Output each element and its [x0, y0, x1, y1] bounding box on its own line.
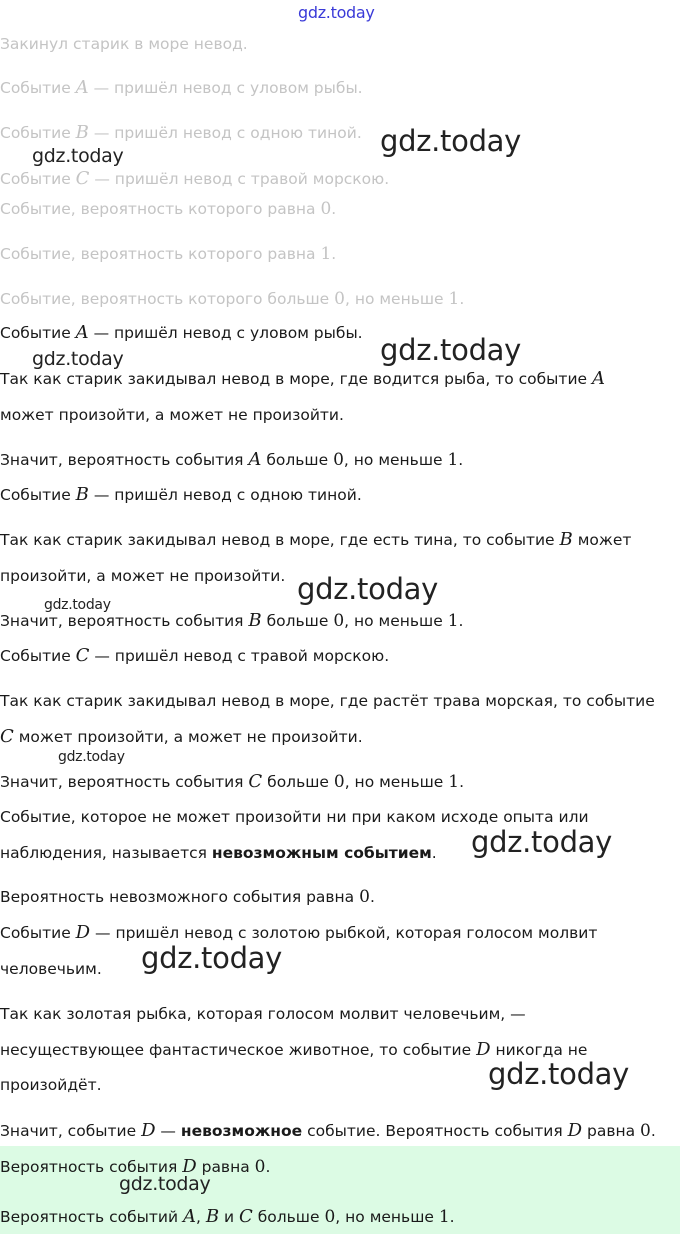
- question-event-a: Событие A — пришёл невод с уловом рыбы.: [0, 77, 363, 98]
- event-c-title: Событие C — пришёл невод с травой морскою.: [0, 645, 390, 666]
- event-d-title-1: Событие D — пришёл невод с золотою рыбкой, которая голосом молвит: [0, 922, 598, 943]
- event-a-conclusion: Значит, вероятность события A больше 0, но меньше 1.: [0, 449, 464, 470]
- event-a-explanation-2: может произойти, а может не произойти.: [0, 406, 344, 424]
- answer-line-2: Вероятность событий A, B и C больше 0, но меньше 1.: [0, 1206, 455, 1227]
- event-a-explanation-1: Так как старик закидывал невод в море, где водится рыба, то событие A: [0, 368, 605, 389]
- event-c-explanation-2: C может произойти, а может не произойти.: [0, 726, 363, 747]
- event-c-explanation-1: Так как старик закидывал невод в море, где растёт трава морская, то событие: [0, 692, 655, 710]
- event-d-explanation-1: Так как золотая рыбка, которая голосом молвит человечьим, —: [0, 1005, 526, 1023]
- watermark: gdz.today: [44, 597, 111, 613]
- impossible-probability: Вероятность невозможного события равна 0.: [0, 887, 375, 907]
- question-event-b: Событие B — пришёл невод с одною тиной.: [0, 122, 362, 143]
- event-d-title-2: человечьим.: [0, 960, 102, 978]
- watermark: gdz.today: [297, 572, 439, 606]
- watermark: gdz.today: [488, 1057, 630, 1091]
- event-d-explanation-3: произойдёт.: [0, 1076, 102, 1094]
- event-b-explanation-1: Так как старик закидывал невод в море, где есть тина, то событие B может: [0, 529, 632, 550]
- watermark-top-link[interactable]: gdz.today: [298, 3, 375, 22]
- question-option-1: Событие, вероятность которого равна 1.: [0, 244, 337, 264]
- watermark: gdz.today: [141, 941, 283, 975]
- question-line-1: Закинул старик в море невод.: [0, 35, 248, 53]
- watermark: gdz.today: [32, 145, 124, 167]
- watermark: gdz.today: [471, 825, 613, 859]
- watermark: gdz.today: [58, 749, 125, 765]
- event-b-title: Событие B — пришёл невод с одною тиной.: [0, 484, 362, 505]
- event-a-title: Событие A — пришёл невод с уловом рыбы.: [0, 322, 363, 343]
- question-option-between: Событие, вероятность которого больше 0, но меньше 1.: [0, 289, 465, 309]
- question-event-c: Событие C — пришёл невод с травой морскою.: [0, 168, 390, 189]
- event-c-conclusion: Значит, вероятность события C больше 0, но меньше 1.: [0, 771, 465, 792]
- event-d-conclusion: Значит, событие D — невозможное событие. Вероятность события D равна 0.: [0, 1120, 656, 1141]
- answer-line-1: Вероятность события D равна 0.: [0, 1156, 271, 1177]
- event-d-explanation-2: несуществующее фантастическое животное, то событие D никогда не: [0, 1039, 588, 1060]
- impossible-definition-1: Событие, которое не может произойти ни при каком исходе опыта или: [0, 808, 589, 826]
- watermark: gdz.today: [119, 1173, 211, 1195]
- watermark: gdz.today: [380, 333, 522, 367]
- question-option-0: Событие, вероятность которого равна 0.: [0, 199, 337, 219]
- watermark: gdz.today: [380, 124, 522, 158]
- impossible-definition-2: наблюдения, называется невозможным событием.: [0, 844, 437, 862]
- watermark: gdz.today: [32, 348, 124, 370]
- event-b-conclusion: Значит, вероятность события B больше 0, но меньше 1.: [0, 610, 464, 631]
- event-b-explanation-2: произойти, а может не произойти.: [0, 567, 286, 585]
